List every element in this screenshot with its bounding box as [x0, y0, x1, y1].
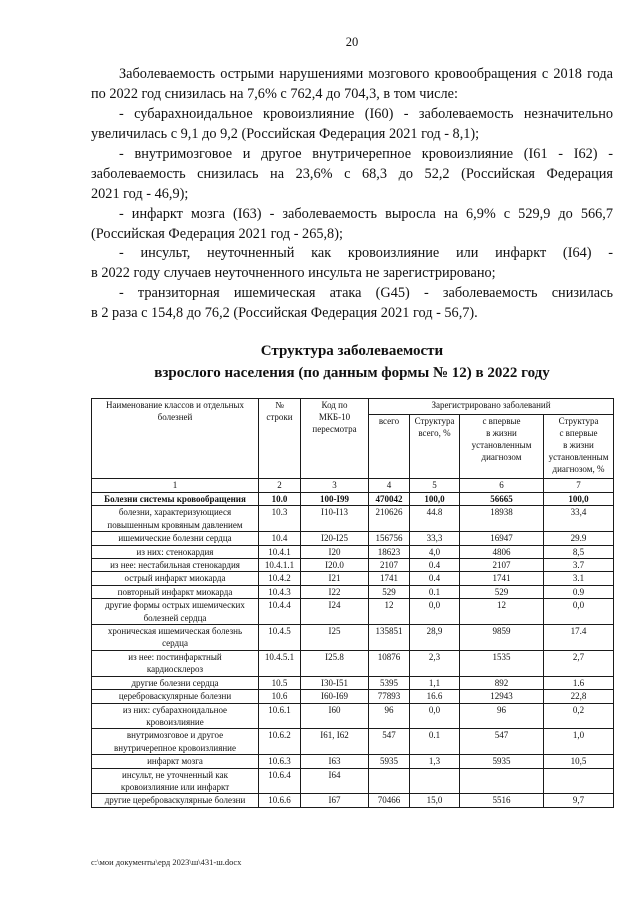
cell-share: 44.8	[410, 506, 460, 532]
column-number: 6	[460, 479, 544, 493]
table-title	[91, 341, 613, 384]
cell-total: 547	[369, 729, 410, 755]
cell-name: из нее: постинфарктный кардиосклероз	[92, 650, 259, 676]
table-row	[92, 559, 614, 572]
text-line	[91, 244, 613, 264]
cell-name: из них: субарахноидальное кровоизлияние	[92, 703, 259, 729]
table-row	[92, 572, 614, 585]
text-line	[91, 85, 613, 105]
cell-first-diagnosed-share: 10,5	[544, 755, 614, 768]
cell-first-diagnosed: 1535	[460, 650, 544, 676]
cell-line-number: 10.0	[259, 493, 301, 506]
cell-code: I64	[301, 768, 369, 794]
cell-name: внутримозговое и другое внутричерепное кровоизлияние	[92, 729, 259, 755]
table-row	[92, 506, 614, 532]
cell-total: 77893	[369, 690, 410, 703]
cell-share: 33,3	[410, 532, 460, 545]
cell-share: 0.4	[410, 572, 460, 585]
column-number: 4	[369, 479, 410, 493]
text-line-content: в 2022 году случаев неуточненного инсульта не зарегистрировано;	[91, 265, 496, 282]
text-line-content: - инсульт, неуточненный как кровоизлияние или инфаркт (I64) -	[119, 245, 613, 262]
cell-first-diagnosed: 56665	[460, 493, 544, 506]
cell-code: I25.8	[301, 650, 369, 676]
cell-total: 2107	[369, 559, 410, 572]
cell-first-diagnosed-share: 0,2	[544, 703, 614, 729]
cell-line-number: 10.4.1	[259, 545, 301, 558]
table-row	[92, 545, 614, 558]
text-line-content: - субарахноидальное кровоизлияние (I60) - заболеваемость незначительно	[119, 105, 613, 122]
cell-first-diagnosed: 16947	[460, 532, 544, 545]
cell-name: болезни, характеризующиеся повышенным кровяным давлением	[92, 506, 259, 532]
cell-first-diagnosed-share: 3.1	[544, 572, 614, 585]
cell-first-diagnosed-share: 1,0	[544, 729, 614, 755]
cell-name: другие цереброваскулярные болезни	[92, 794, 259, 807]
cell-total: 96	[369, 703, 410, 729]
header-row	[92, 399, 614, 415]
text-line	[91, 304, 613, 324]
cell-first-diagnosed-share: 33,4	[544, 506, 614, 532]
header-line-number: № строки	[259, 399, 301, 479]
header-icd-code: Код по МКБ-10 пересмотра	[301, 399, 369, 479]
cell-share: 0.4	[410, 559, 460, 572]
column-number: 3	[301, 479, 369, 493]
cell-name: другие формы острых ишемических болезней сердца	[92, 599, 259, 625]
cell-first-diagnosed: 96	[460, 703, 544, 729]
cell-first-diagnosed: 547	[460, 729, 544, 755]
table-row	[92, 532, 614, 545]
text-line-content: 2021 год - 46,9);	[91, 185, 189, 202]
cell-line-number: 10.5	[259, 676, 301, 689]
cell-code: I67	[301, 794, 369, 807]
text-line-content: заболеваемость снизилась на 23,6% с 68,3 до 52,2 (Российская Федерация	[91, 165, 613, 182]
cell-code: I60	[301, 703, 369, 729]
text-line	[91, 225, 613, 245]
table-row	[92, 794, 614, 807]
cell-line-number: 10.6	[259, 690, 301, 703]
cell-total: 5395	[369, 676, 410, 689]
text-line-content: - инфаркт мозга (I63) - заболеваемость выросла на 6,9% с 529,9 до 566,7	[119, 205, 613, 222]
cell-share: 28,9	[410, 625, 460, 651]
cell-line-number: 10.3	[259, 506, 301, 532]
cell-first-diagnosed-share: 3.7	[544, 559, 614, 572]
column-number-row	[92, 479, 614, 493]
cell-total: 10876	[369, 650, 410, 676]
table-row	[92, 768, 614, 794]
cell-name: хроническая ишемическая болезнь сердца	[92, 625, 259, 651]
cell-code: I22	[301, 585, 369, 598]
cell-share: 0.1	[410, 729, 460, 755]
table-row	[92, 755, 614, 768]
text-line-content: (Российская Федерация 2021 год - 265,8);	[91, 225, 343, 242]
text-line	[91, 145, 613, 165]
table-row-total	[92, 493, 614, 506]
cell-line-number: 10.4.5.1	[259, 650, 301, 676]
table-row	[92, 703, 614, 729]
cell-first-diagnosed: 529	[460, 585, 544, 598]
cell-name: другие болезни сердца	[92, 676, 259, 689]
cell-code: I10-I13	[301, 506, 369, 532]
cell-line-number: 10.6.3	[259, 755, 301, 768]
cell-first-diagnosed-share: 0,0	[544, 599, 614, 625]
cell-first-diagnosed-share: 17.4	[544, 625, 614, 651]
cell-total: 470042	[369, 493, 410, 506]
morbidity-structure-table	[91, 398, 614, 808]
cell-total: 529	[369, 585, 410, 598]
cell-line-number: 10.6.6	[259, 794, 301, 807]
text-line-content: Заболеваемость острыми нарушениями мозгового кровообращения с 2018 года	[119, 66, 613, 82]
cell-name: из них: стенокардия	[92, 545, 259, 558]
column-number: 2	[259, 479, 301, 493]
text-line	[91, 284, 613, 304]
header-total: всего	[369, 415, 410, 479]
cell-total: 12	[369, 599, 410, 625]
text-line-content: - транзиторная ишемическая атака (G45) - заболеваемость снизилась	[119, 285, 613, 302]
cell-total: 5935	[369, 755, 410, 768]
header-first-diagnosed-share: Структура с впервые в жизни установленным диагнозом, %	[544, 415, 614, 479]
cell-code: I63	[301, 755, 369, 768]
cell-line-number: 10.6.2	[259, 729, 301, 755]
cell-total: 1741	[369, 572, 410, 585]
cell-code: 100-I99	[301, 493, 369, 506]
cell-code: I20	[301, 545, 369, 558]
text-line	[91, 65, 613, 85]
cell-first-diagnosed: 12943	[460, 690, 544, 703]
table-header	[92, 399, 614, 493]
header-share: Структура всего, %	[410, 415, 460, 479]
cell-line-number: 10.4.1.1	[259, 559, 301, 572]
cell-first-diagnosed: 18938	[460, 506, 544, 532]
cell-share: 4,0	[410, 545, 460, 558]
cell-line-number: 10.4.2	[259, 572, 301, 585]
text-line-content: по 2022 год снизилась на 7,6% с 762,4 до 704,3, в том числе:	[91, 85, 458, 102]
cell-share: 100,0	[410, 493, 460, 506]
table-row	[92, 585, 614, 598]
text-line	[91, 205, 613, 225]
table-body	[92, 493, 614, 808]
table-row	[92, 729, 614, 755]
cell-first-diagnosed-share: 8,5	[544, 545, 614, 558]
page-number: 20	[345, 35, 359, 49]
text-line-content: - внутримозговое и другое внутричерепное кровоизлияние (I61 - I62) -	[119, 145, 613, 162]
header-registered: Зарегистрировано заболеваний	[369, 399, 614, 415]
cell-line-number: 10.4.3	[259, 585, 301, 598]
cell-total: 156756	[369, 532, 410, 545]
cell-code: I20-I25	[301, 532, 369, 545]
table-row	[92, 676, 614, 689]
file-path-footer: c:\мои документы\ерд 2023\ш\431-ш.docx	[91, 857, 242, 867]
cell-share: 15,0	[410, 794, 460, 807]
text-line	[91, 264, 613, 284]
cell-share: 16.6	[410, 690, 460, 703]
cell-code: I25	[301, 625, 369, 651]
cell-name: повторный инфаркт миокарда	[92, 585, 259, 598]
cell-line-number: 10.6.4	[259, 768, 301, 794]
cell-share: 2,3	[410, 650, 460, 676]
table-row	[92, 650, 614, 676]
header-disease-name: Наименование классов и отдельных болезней	[92, 399, 259, 479]
table-row	[92, 599, 614, 625]
cell-first-diagnosed-share: 9,7	[544, 794, 614, 807]
text-line	[91, 125, 613, 145]
cell-line-number: 10.4	[259, 532, 301, 545]
cell-first-diagnosed: 1741	[460, 572, 544, 585]
table-title-line: Структура заболеваемости	[260, 343, 444, 359]
body-text	[91, 65, 613, 324]
cell-share	[410, 768, 460, 794]
cell-total: 135851	[369, 625, 410, 651]
cell-first-diagnosed: 892	[460, 676, 544, 689]
cell-total	[369, 768, 410, 794]
cell-name: из нее: нестабильная стенокардия	[92, 559, 259, 572]
cell-name: инфаркт мозга	[92, 755, 259, 768]
cell-code: I20.0	[301, 559, 369, 572]
cell-name: цереброваскулярные болезни	[92, 690, 259, 703]
cell-name: Болезни системы кровообращения	[92, 493, 259, 506]
cell-first-diagnosed-share	[544, 768, 614, 794]
cell-total: 18623	[369, 545, 410, 558]
cell-share: 1,3	[410, 755, 460, 768]
table-row	[92, 625, 614, 651]
cell-code: I60-I69	[301, 690, 369, 703]
column-number: 1	[92, 479, 259, 493]
cell-first-diagnosed: 2107	[460, 559, 544, 572]
text-line-content: увеличилась с 9,1 до 9,2 (Российская Федерация 2021 год - 8,1);	[91, 125, 480, 142]
cell-code: I30-I51	[301, 676, 369, 689]
cell-total: 70466	[369, 794, 410, 807]
cell-first-diagnosed-share: 2,7	[544, 650, 614, 676]
cell-first-diagnosed	[460, 768, 544, 794]
cell-line-number: 10.4.5	[259, 625, 301, 651]
cell-name: инсульт, не уточненный как кровоизлияние или инфаркт	[92, 768, 259, 794]
cell-code: I21	[301, 572, 369, 585]
column-number: 7	[544, 479, 614, 493]
table-row	[92, 690, 614, 703]
cell-first-diagnosed-share: 22,8	[544, 690, 614, 703]
cell-first-diagnosed-share: 29.9	[544, 532, 614, 545]
cell-first-diagnosed-share: 1.6	[544, 676, 614, 689]
column-number: 5	[410, 479, 460, 493]
text-line	[91, 185, 613, 205]
cell-share: 1,1	[410, 676, 460, 689]
table-title-line: взрослого населения (по данным формы № 12) в 2022 году	[154, 364, 550, 381]
text-line	[91, 165, 613, 185]
cell-share: 0,0	[410, 599, 460, 625]
cell-first-diagnosed-share: 0.9	[544, 585, 614, 598]
cell-total: 210626	[369, 506, 410, 532]
cell-line-number: 10.4.4	[259, 599, 301, 625]
text-line-content: в 2 раза с 154,8 до 76,2 (Российская Федерация 2021 год - 56,7).	[91, 305, 478, 322]
cell-line-number: 10.6.1	[259, 703, 301, 729]
cell-code: I61, I62	[301, 729, 369, 755]
cell-share: 0.1	[410, 585, 460, 598]
header-first-diagnosed: с впервые в жизни установленным диагнозом	[460, 415, 544, 479]
text-line	[91, 105, 613, 125]
cell-name: ишемические болезни сердца	[92, 532, 259, 545]
cell-first-diagnosed: 5935	[460, 755, 544, 768]
cell-share: 0,0	[410, 703, 460, 729]
cell-code: I24	[301, 599, 369, 625]
cell-first-diagnosed: 9859	[460, 625, 544, 651]
cell-first-diagnosed-share: 100,0	[544, 493, 614, 506]
cell-first-diagnosed: 12	[460, 599, 544, 625]
cell-name: острый инфаркт миокарда	[92, 572, 259, 585]
cell-first-diagnosed: 5516	[460, 794, 544, 807]
cell-first-diagnosed: 4806	[460, 545, 544, 558]
